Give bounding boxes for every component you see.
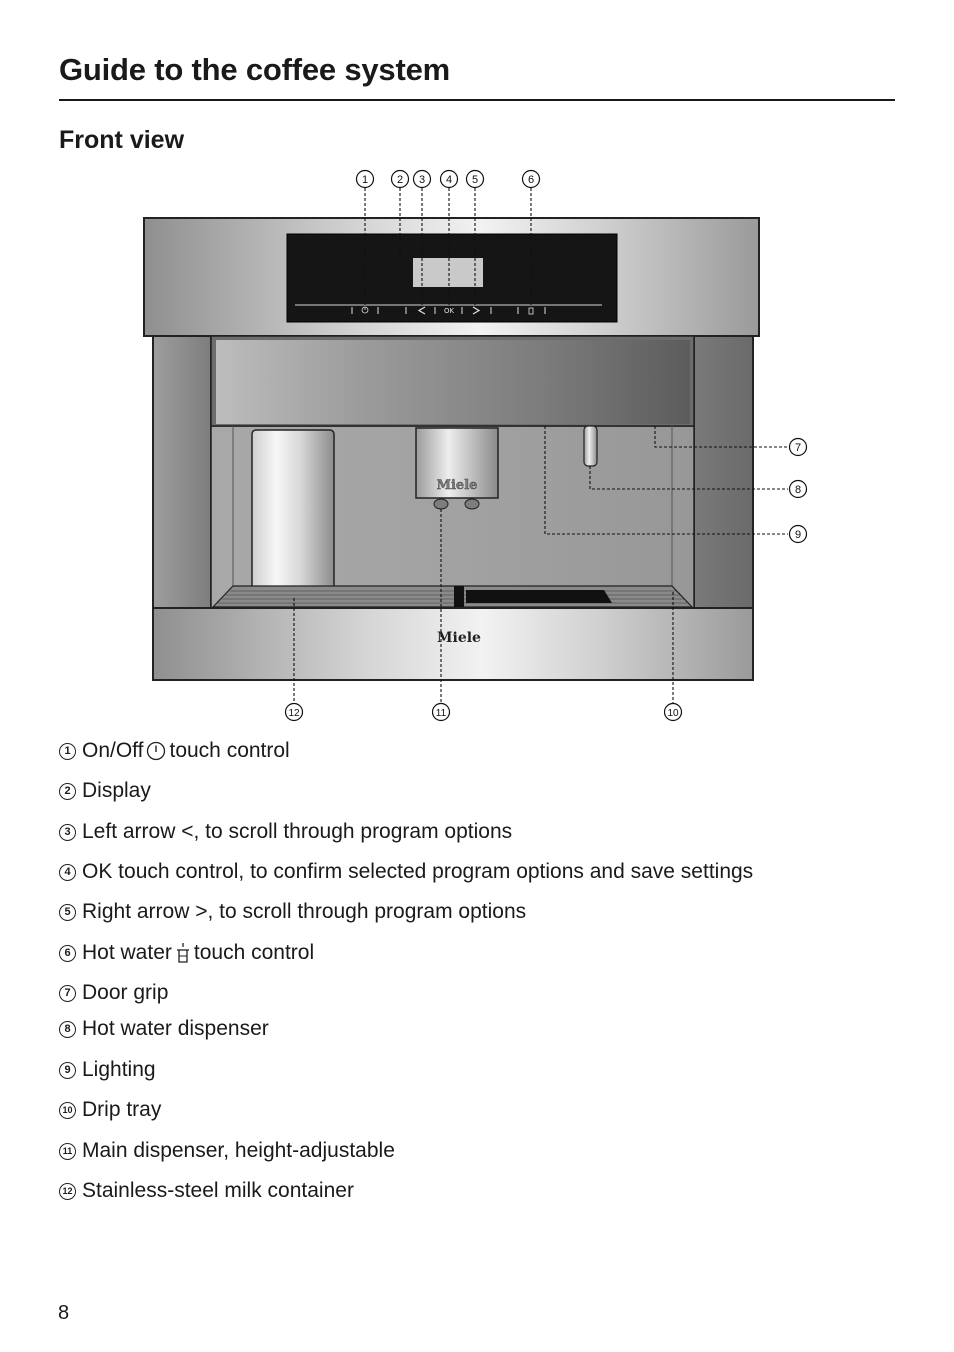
svg-text:4: 4 [445, 174, 453, 186]
svg-text:11: 11 [435, 708, 447, 719]
legend-number: 4 [59, 864, 76, 881]
legend-number: 6 [59, 945, 76, 962]
unit-brand-logo: Miele [437, 630, 481, 646]
legend-item-12 [59, 1177, 354, 1205]
legend-text: Door grip [82, 981, 169, 1004]
legend-text: Hot water [82, 941, 172, 964]
legend-item-6 [59, 939, 314, 967]
power-icon [146, 741, 166, 761]
svg-text:2: 2 [396, 174, 404, 186]
callout-10 [665, 704, 682, 721]
callout-2 [392, 171, 409, 188]
legend-item-1 [59, 737, 290, 765]
svg-text:5: 5 [471, 174, 479, 186]
legend-number: 1 [59, 743, 76, 760]
callout-11 [433, 704, 450, 721]
legend-text: touch control [193, 941, 315, 964]
legend-item-9 [59, 1056, 156, 1084]
page-title: Guide to the coffee system [59, 52, 451, 87]
dispenser-nozzle-left [434, 499, 448, 509]
legend-text: OK touch control, to confirm selected program options and save settings [82, 860, 754, 883]
legend-item-3 [59, 818, 512, 846]
section-title: Front view [59, 126, 185, 154]
legend-number: 2 [59, 783, 76, 800]
svg-text:8: 8 [794, 484, 802, 496]
legend-text: Drip tray [82, 1098, 162, 1121]
page-number: 8 [58, 1302, 70, 1324]
legend-item-5 [59, 898, 526, 926]
svg-text:10: 10 [667, 708, 679, 719]
legend-number: 8 [59, 1021, 76, 1038]
legend-number: 7 [59, 985, 76, 1002]
dispenser-nozzle-right [465, 499, 479, 509]
panel-ok-label: OK [443, 307, 455, 315]
legend-text: Lighting [82, 1058, 156, 1081]
callout-4 [441, 171, 458, 188]
svg-text:12: 12 [288, 708, 300, 719]
drip-tray [213, 586, 692, 607]
legend-number: 12 [59, 1183, 76, 1200]
svg-text:9: 9 [794, 529, 802, 541]
legend-text: Hot water dispenser [82, 1017, 269, 1040]
callout-9 [790, 526, 807, 543]
milk-container [252, 430, 334, 598]
callout-8 [790, 481, 807, 498]
legend-number: 3 [59, 824, 76, 841]
legend-text: Right arrow >, to scroll through program options [82, 900, 527, 923]
drip-tray-cover [466, 590, 612, 603]
legend-number: 11 [59, 1143, 76, 1160]
legend-text: Left arrow <, to scroll through program options [82, 820, 513, 843]
callout-1 [357, 171, 374, 188]
callout-7 [790, 439, 807, 456]
right-side-panel [694, 336, 753, 608]
callout-3 [414, 171, 431, 188]
legend-text: On/Off [82, 739, 144, 762]
svg-text:3: 3 [418, 174, 426, 186]
svg-text:6: 6 [527, 174, 535, 186]
legend-item-10 [59, 1096, 161, 1124]
svg-text:7: 7 [794, 442, 802, 454]
legend-item-2 [59, 777, 151, 805]
callout-5 [467, 171, 484, 188]
legend-text: touch control [169, 739, 290, 762]
legend-text: Main dispenser, height-adjustable [82, 1139, 395, 1162]
legend-item-8 [59, 1015, 269, 1043]
legend-item-11 [59, 1137, 395, 1165]
legend-number: 5 [59, 904, 76, 921]
spout-brand-logo: Miele [436, 478, 478, 493]
callout-12 [286, 704, 303, 721]
callout-6 [523, 171, 540, 188]
left-side-panel [153, 336, 211, 608]
display-screen [413, 258, 483, 287]
legend-text: Display [82, 779, 151, 802]
svg-text:1: 1 [361, 174, 369, 186]
legend-number: 9 [59, 1062, 76, 1079]
hot-water-icon [175, 942, 191, 964]
hot-water-spout [584, 426, 597, 466]
legend-number: 10 [59, 1102, 76, 1119]
legend-text: Stainless-steel milk container [82, 1179, 354, 1202]
legend-item-7 [59, 979, 168, 1007]
legend-item-4 [59, 858, 753, 886]
